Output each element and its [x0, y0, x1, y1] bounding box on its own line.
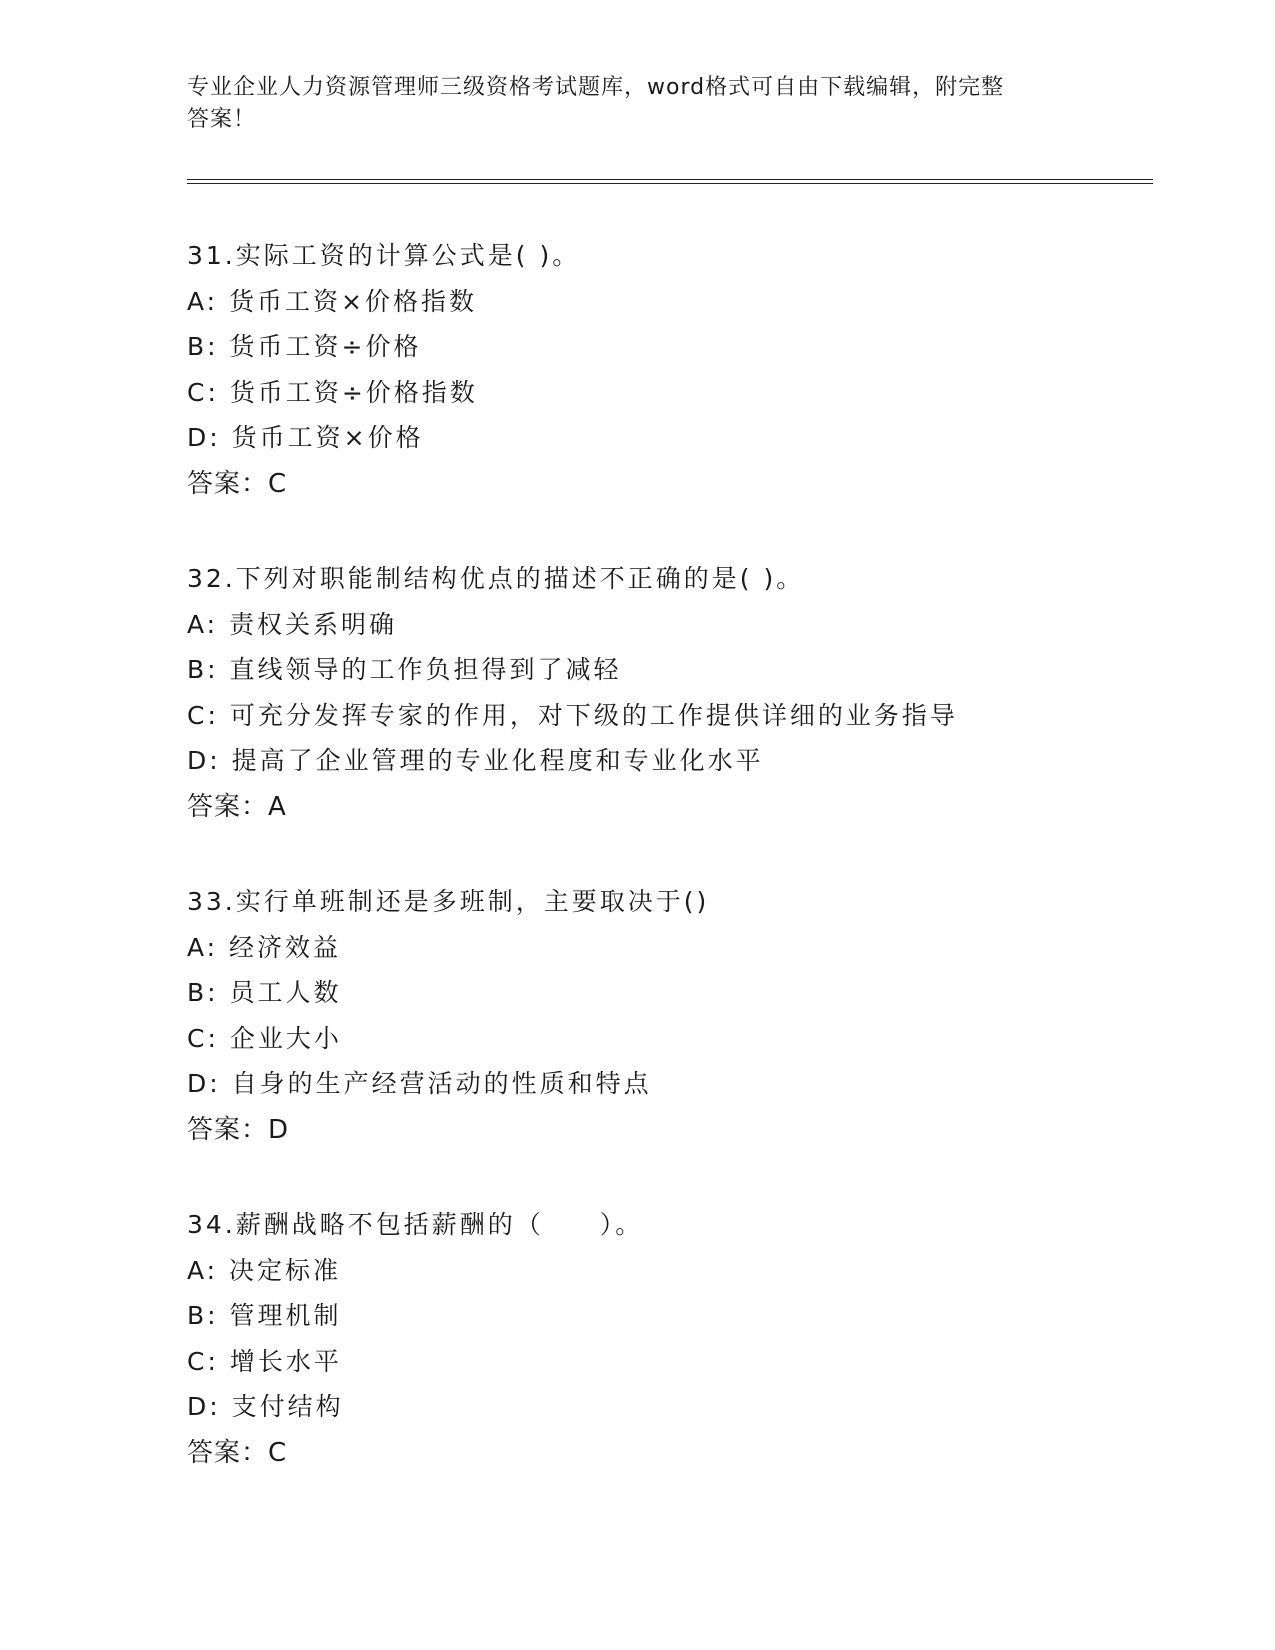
option-c: C: 可充分发挥专家的作用，对下级的工作提供详细的业务指导: [187, 700, 958, 730]
option-a: A: 经济效益: [187, 932, 342, 962]
document-header: [187, 72, 1087, 136]
option-b: B: 员工人数: [187, 978, 342, 1007]
option-d: D: 自身的生产经营活动的性质和特点: [187, 1069, 652, 1098]
option-a: A: 货币工资×价格指数: [187, 286, 477, 316]
answer-line: 答案：D: [187, 1114, 290, 1145]
option-b: B: 直线领导的工作负担得到了减轻: [187, 655, 622, 684]
header-line-2: 答案！: [187, 107, 257, 132]
answer-line: 答案：C: [187, 468, 288, 499]
option-c: C: 增长水平: [187, 1346, 342, 1376]
header-line-1: 专业企业人力资源管理师三级资格考试题库，word格式可自由下载编辑，附完整: [187, 75, 1005, 100]
option-d: D: 支付结构: [187, 1392, 344, 1421]
option-a: A: 决定标准: [187, 1255, 342, 1285]
option-d: D: 货币工资×价格: [187, 423, 424, 452]
option-d: D: 提高了企业管理的专业化程度和专业化水平: [187, 746, 764, 775]
option-c: C: 企业大小: [187, 1023, 342, 1053]
question-31: [187, 236, 1187, 509]
option-c: C: 货币工资÷价格指数: [187, 377, 478, 407]
header-divider-bottom: [187, 183, 1153, 184]
option-b: B: 管理机制: [187, 1301, 342, 1330]
question-list: [187, 236, 1187, 1478]
question-stem: 34.薪酬战略不包括薪酬的（ ）。: [187, 1210, 644, 1239]
question-32: [187, 559, 1187, 832]
answer-line: 答案：A: [187, 791, 287, 822]
question-stem: 33.实行单班制还是多班制，主要取决于(): [187, 887, 710, 916]
question-33: [187, 882, 1187, 1155]
option-a: A: 责权关系明确: [187, 609, 398, 639]
question-stem: 31.实际工资的计算公式是( )。: [187, 241, 581, 270]
header-divider-top: [187, 179, 1153, 180]
option-b: B: 货币工资÷价格: [187, 332, 422, 361]
question-stem: 32.下列对职能制结构优点的描述不正确的是( )。: [187, 564, 805, 593]
question-34: [187, 1205, 1187, 1478]
answer-line: 答案：C: [187, 1437, 288, 1468]
